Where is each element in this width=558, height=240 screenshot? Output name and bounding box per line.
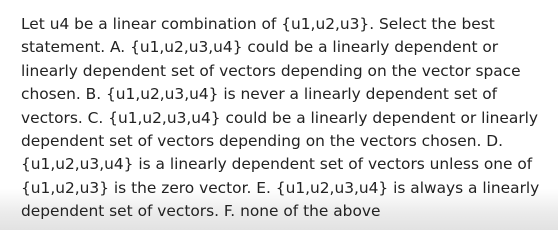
question-text: Let u4 be a linear combination of {u1,u2,u3}. Select the best statement. A. {u1,u2,u3,u4} could be a linearly dependent or linearly dependent set of vectors depending on the vector space chosen. B. {u1,u2,u3,u4} is never a linearly dependent set of vectors. C. {u1,u2,u3,u4} could be a linearly dependent or linearly dependent set of vectors depending on the vectors chosen. D. {u1,u2,u3,u4} is a linearly dependent set of vectors unless one of {u1,u2,u3} is the zero vector. E. {u1,u2,u3,u4} is always a linearly dependent set of vectors. F. none of the above [21,15,540,221]
